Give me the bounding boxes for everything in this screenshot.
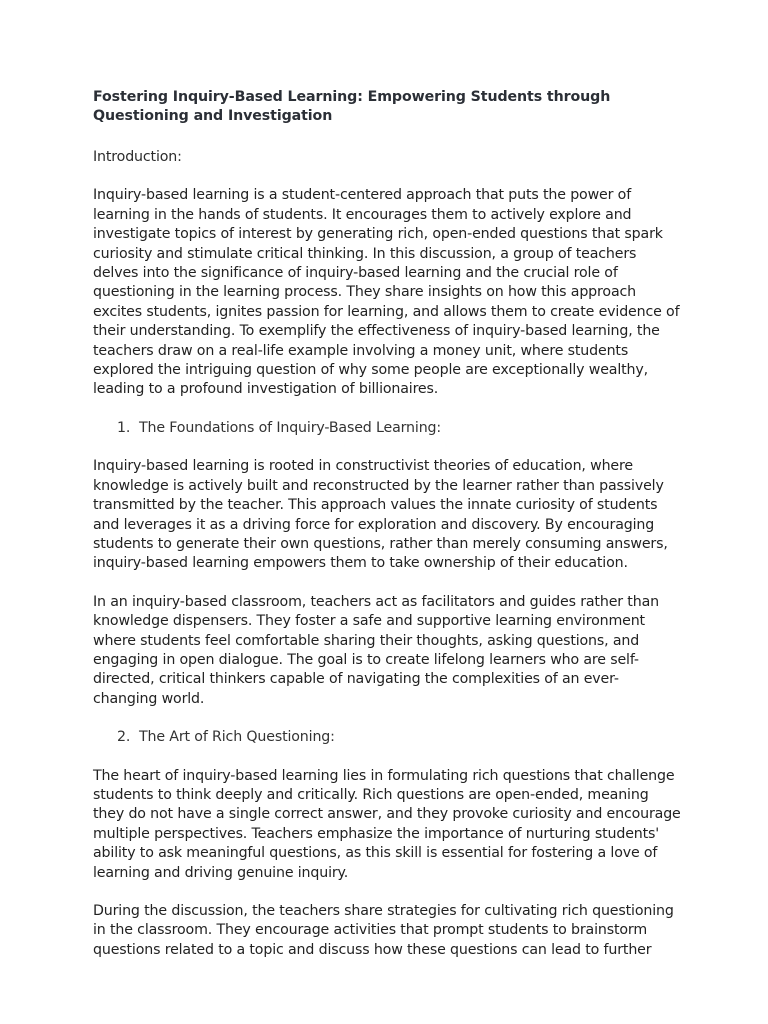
section-number: 2. (117, 729, 131, 746)
introduction-heading: Introduction: (93, 149, 182, 165)
section-2-paragraph-2: During the discussion, the teachers share strategies for cultivating rich questioning in the classroom. They encourage activities that prompt students to brainstorm questions related to a topic and discuss how these questions can lead to further (93, 903, 674, 958)
section-heading-1 (93, 419, 683, 438)
section-1-paragraph-1: Inquiry-based learning is rooted in constructivist theories of education, where knowledge is actively built and reconstructed by the learner rather than passively transmitted by the teacher. This approach values the innate curiosity of students and leverages it as a driving force for exploration and discovery. By encouraging students to generate their own questions, rather than merely consuming answers, inquiry-based learning empowers them to take ownership of their education. (93, 458, 668, 572)
introduction-paragraph: Inquiry-based learning is a student-centered approach that puts the power of learning in the hands of students. It encourages them to actively explore and investigate topics of interest by generating rich, open-ended questions that spark curiosity and stimulate critical thinking. In this discussion, a group of teachers delves into the significance of inquiry-based learning and the crucial role of questioning in the learning process. They share insights on how this approach excites students, ignites passion for learning, and allows them to create evidence of their understanding. To exemplify the effectiveness of inquiry-based learning, the teachers draw on a real-life example involving a money unit, where students explored the intriguing question of why some people are exceptionally wealthy, leading to a profound investigation of billionaires. (93, 187, 680, 398)
section-title: The Art of Rich Questioning: (139, 729, 335, 746)
section-number: 1. (117, 419, 131, 436)
section-heading-2 (93, 728, 683, 747)
document-body (93, 88, 683, 960)
section-1-paragraph-2: In an inquiry-based classroom, teachers act as facilitators and guides rather than knowledge dispensers. They foster a safe and supportive learning environment where students feel comfortable sharing their thoughts, asking questions, and engaging in open dialogue. The goal is to create lifelong learners who are self-directed, critical thinkers capable of navigating the complexities of an ever-changing world. (93, 593, 659, 707)
section-2-paragraph-1: The heart of inquiry-based learning lies in formulating rich questions that challenge students to think deeply and critically. Rich questions are open-ended, meaning they do not have a single correct answer, and they provoke curiosity and encourage multiple perspectives. Teachers emphasize the importance of nurturing students' ability to ask meaningful questions, as this skill is essential for fostering a love of learning and driving genuine inquiry. (93, 767, 681, 881)
document-title: Fostering Inquiry-Based Learning: Empowering Students through Questioning and Investigation (93, 89, 611, 124)
section-title: The Foundations of Inquiry-Based Learning: (139, 419, 442, 436)
